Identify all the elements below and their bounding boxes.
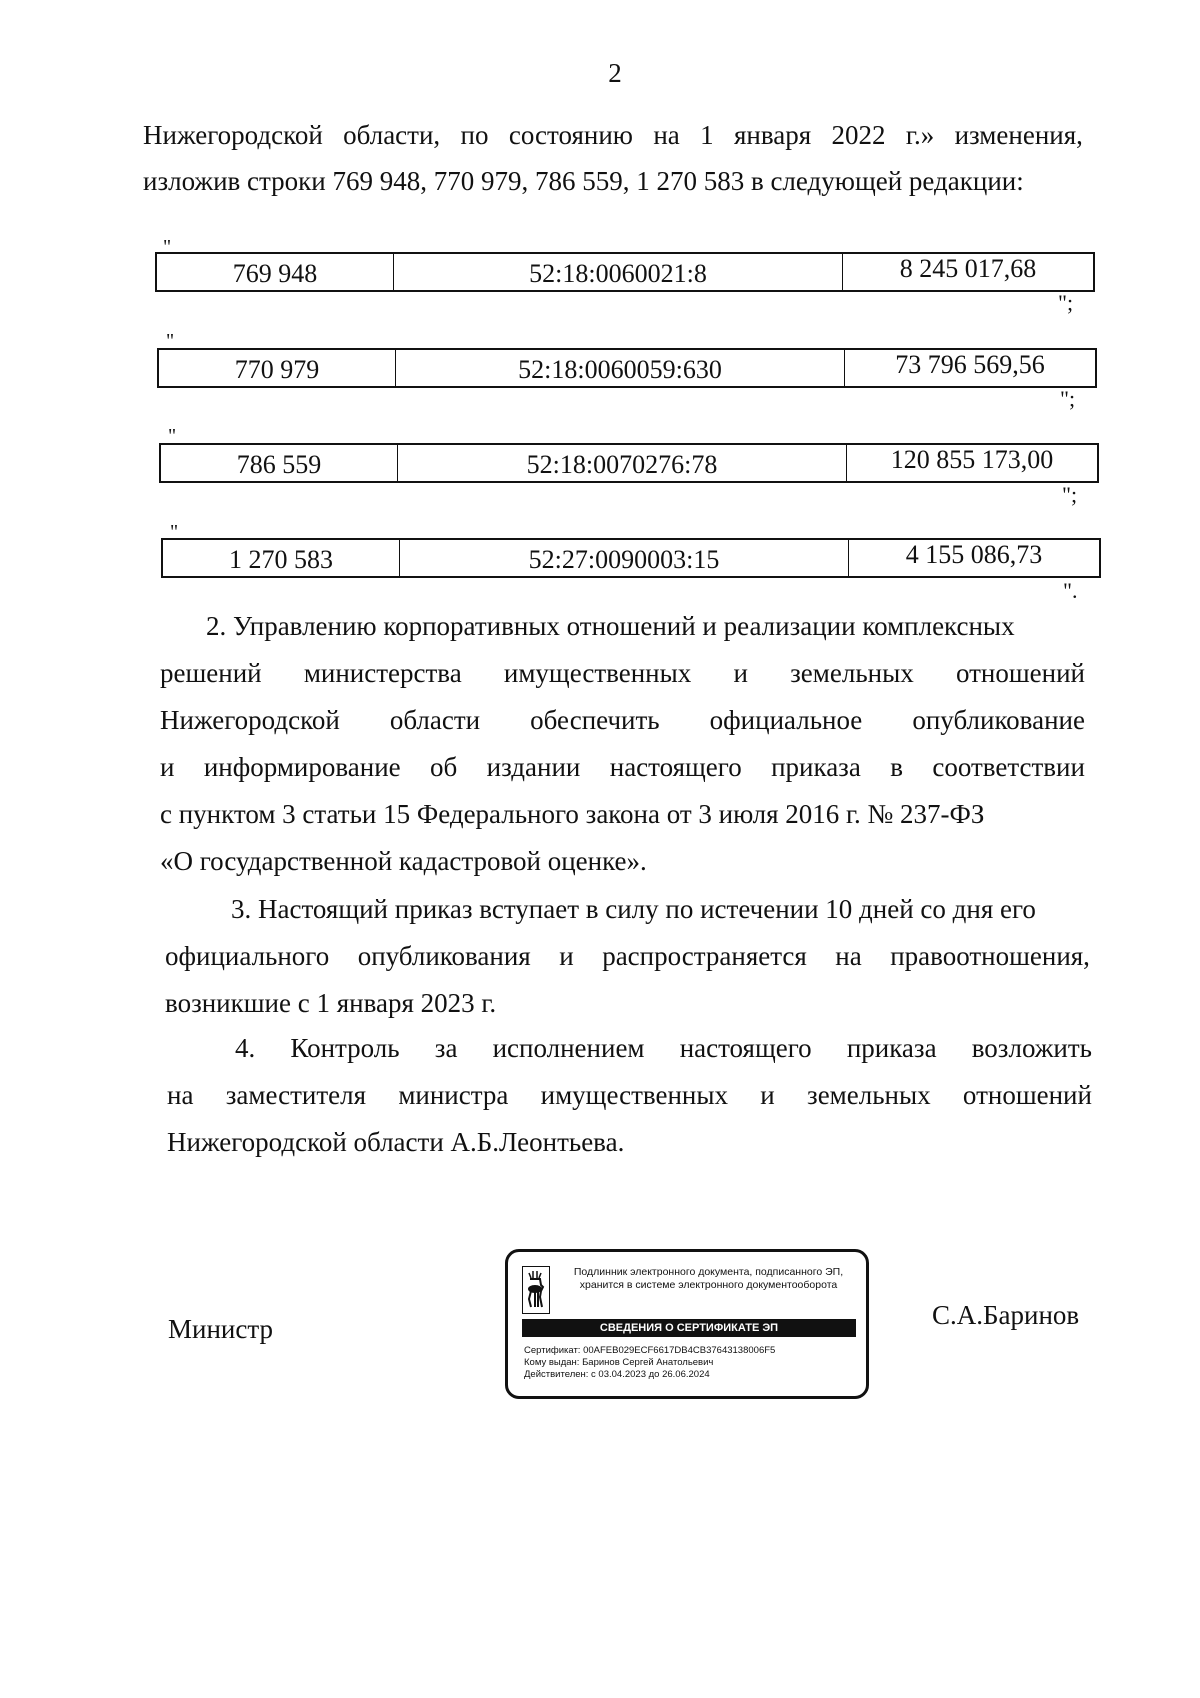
quote-open-3: " — [168, 425, 177, 447]
table-row — [161, 538, 1101, 578]
p4-line-2: на заместителя министра имущественных и земельных отношений — [167, 1080, 1092, 1110]
p4-line-3: Нижегородской области А.Б.Леонтьева. — [167, 1127, 625, 1157]
table-row — [159, 443, 1099, 483]
signature-name: С.А.Баринов — [932, 1300, 1080, 1330]
cadastral-number: 52:18:0060021:8 — [394, 254, 843, 290]
stamp-validity: Действителен: с 03.04.2023 до 26.06.2024 — [524, 1369, 710, 1380]
paragraph-4 — [167, 1025, 1092, 1166]
cadastral-value: 120 855 173,00 — [890, 445, 1054, 474]
row-number: 770 979 — [159, 350, 396, 386]
paragraph-2 — [160, 603, 1085, 885]
quote-open-1: " — [163, 236, 172, 258]
row-number: 769 948 — [157, 254, 394, 290]
p2-line-1: 2. Управлению корпоративных отношений и реализации комплексных — [206, 611, 1015, 641]
p2-line-2: решений министерства имущественных и земельных отношений — [160, 658, 1085, 688]
quote-close-2: "; — [1060, 386, 1076, 411]
stamp-details — [524, 1345, 775, 1381]
p3-line-3: возникшие с 1 января 2023 г. — [165, 988, 497, 1018]
p2-line-4: и информирование об издании настоящего приказа в соответствии — [160, 752, 1085, 782]
deer-emblem-graphic — [523, 1267, 548, 1312]
p3-line-1: 3. Настоящий приказ вступает в силу по истечении 10 дней со дня его — [231, 894, 1036, 924]
p2-line-3: Нижегородской области обеспечить официальное опубликование — [160, 705, 1085, 735]
quote-open-4: " — [170, 521, 179, 543]
quote-close-1: "; — [1058, 290, 1074, 315]
stamp-issued-to: Кому выдан: Баринов Сергей Анатольевич — [524, 1357, 714, 1368]
p2-line-5: с пунктом 3 статьи 15 Федерального закона от 3 июля 2016 г. № 237-ФЗ — [160, 799, 985, 829]
p2-line-6: «О государственной кадастровой оценке». — [160, 846, 647, 876]
stamp-certificate: Сертификат: 00AFEB029ECF6617DB4CB37643138006F5 — [524, 1345, 776, 1356]
quote-close-4: ". — [1063, 578, 1078, 603]
p4-line-1: 4. Контроль за исполнением настоящего приказа возложить — [235, 1033, 1092, 1063]
intro-line-1: Нижегородской области, по состоянию на 1 января 2022 г.» изменения, — [143, 120, 1083, 150]
cadastral-number: 52:27:0090003:15 — [400, 540, 849, 576]
table-row — [157, 348, 1097, 388]
deer-emblem-icon — [522, 1266, 550, 1314]
p3-line-2: официального опубликования и распространяется на правоотношения, — [165, 941, 1090, 971]
cadastral-number: 52:18:0070276:78 — [398, 445, 847, 481]
row-number: 1 270 583 — [163, 540, 400, 576]
quote-close-3: "; — [1062, 482, 1078, 507]
row-number: 786 559 — [161, 445, 398, 481]
cadastral-value: 73 796 569,56 — [895, 350, 1045, 379]
table-row — [155, 252, 1095, 292]
paragraph-3 — [165, 886, 1090, 1027]
intro-line-2: изложив строки 769 948, 770 979, 786 559, 1 270 583 в следующей редакции: — [143, 166, 1024, 196]
stamp-header: Подлинник электронного документа, подписанного ЭП, хранится в системе электронного документооборота — [573, 1266, 844, 1291]
signature-title: Министр — [168, 1314, 273, 1344]
cadastral-value: 4 155 086,73 — [905, 540, 1043, 569]
cadastral-number: 52:18:0060059:630 — [396, 350, 845, 386]
intro-paragraph — [143, 112, 1083, 204]
stamp-certificate-bar: СВЕДЕНИЯ О СЕРТИФИКАТЕ ЭП — [522, 1319, 856, 1337]
quote-open-2: " — [166, 330, 175, 352]
electronic-signature-stamp — [505, 1249, 869, 1399]
page-number: 2 — [608, 58, 622, 88]
cadastral-value: 8 245 017,68 — [899, 254, 1037, 283]
